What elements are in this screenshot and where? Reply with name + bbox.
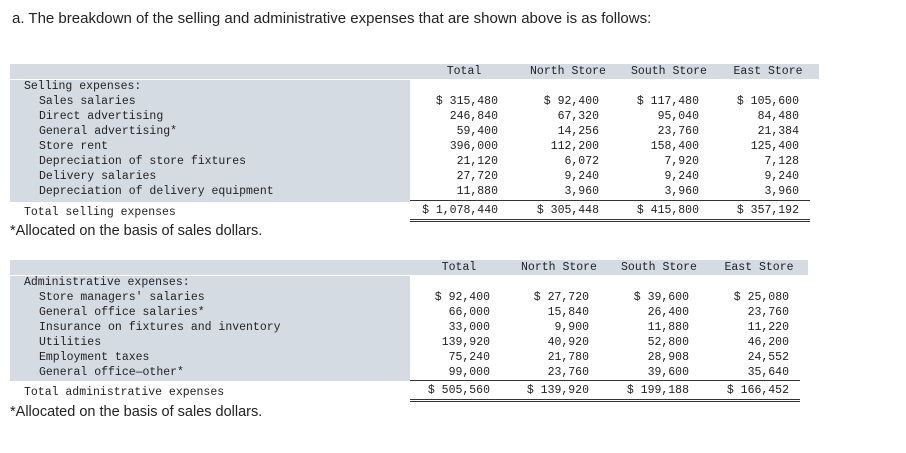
double-rule-bottom [410,221,810,222]
cell-east: $ 25,080 [733,291,789,304]
row-label: Store rent [39,140,109,153]
double-rule-top [410,219,810,220]
cell-east: 24,552 [747,351,789,364]
cell-total: 66,000 [448,306,490,319]
cell-east: 9,240 [764,170,799,183]
total-cell-east: $ 166,452 [726,384,789,397]
cell-total: $ 92,400 [434,291,490,304]
total-cell-south: $ 199,188 [626,384,689,397]
row-label: Employment taxes [39,351,150,364]
cell-north: 40,920 [547,336,589,349]
admin-footnote: *Allocated on the basis of sales dollars. [10,404,263,420]
cell-total: 139,920 [441,336,490,349]
cell-north: 23,760 [547,366,589,379]
total-cell-total: $ 1,078,440 [422,204,498,217]
intro-text: a. The breakdown of the selling and administrative expenses that are shown above is as follows: [12,10,652,27]
cell-total: $ 315,480 [435,95,498,108]
row-label: General office salaries* [39,306,205,319]
cell-north: 112,200 [550,140,599,153]
row-label: General advertising* [39,125,178,138]
row-label: Sales salaries [39,95,136,108]
cell-total: 75,240 [448,351,490,364]
cell-east: 21,384 [757,125,799,138]
cell-south: 95,040 [657,110,699,123]
col-header-total: Total [446,65,482,78]
cell-north: 15,840 [547,306,589,319]
cell-north: 3,960 [564,185,599,198]
section-title: Administrative expenses: [24,276,190,289]
selling-footnote: *Allocated on the basis of sales dollars. [10,223,263,239]
cell-north: 6,072 [564,155,599,168]
cell-south: 52,800 [647,336,689,349]
cell-total: 99,000 [448,366,490,379]
col-header-total: Total [441,261,477,274]
cell-total: 21,120 [456,155,498,168]
cell-south: 39,600 [647,366,689,379]
cell-south: 3,960 [664,185,699,198]
total-cell-north: $ 305,448 [536,204,599,217]
cell-north: 21,780 [547,351,589,364]
total-label: Total administrative expenses [24,386,225,399]
cell-south: 23,760 [657,125,699,138]
cell-total: 396,000 [449,140,498,153]
row-label: Delivery salaries [39,170,157,183]
cell-east: 125,400 [750,140,799,153]
col-header-south: South Store [621,261,697,274]
cell-total: 11,880 [456,185,498,198]
row-label: Store managers' salaries [39,291,205,304]
cell-east: 84,480 [757,110,799,123]
cell-north: 9,900 [554,321,589,334]
cell-south: 11,880 [647,321,689,334]
cell-south: 28,908 [647,351,689,364]
total-label: Total selling expenses [24,206,176,219]
cell-north: 14,256 [557,125,599,138]
row-label: Depreciation of store fixtures [39,155,247,168]
double-rule-top [410,399,800,400]
col-header-east: East Store [733,65,803,78]
total-cell-total: $ 505,560 [427,384,490,397]
cell-east: 46,200 [747,336,789,349]
cell-south: 26,400 [647,306,689,319]
cell-east: 7,128 [764,155,799,168]
total-cell-north: $ 139,920 [526,384,589,397]
cell-east: 11,220 [747,321,789,334]
double-rule-bottom [410,401,800,402]
cell-east: 35,640 [747,366,789,379]
cell-south: 9,240 [664,170,699,183]
cell-north: 67,320 [557,110,599,123]
cell-south: $ 117,480 [636,95,699,108]
col-header-east: East Store [724,261,794,274]
cell-total: 33,000 [448,321,490,334]
cell-south: 7,920 [664,155,699,168]
row-label: Utilities [39,336,102,349]
cell-east: 3,960 [764,185,799,198]
row-label: Direct advertising [39,110,164,123]
subtotal-rule [410,200,810,201]
cell-total: 59,400 [456,125,498,138]
row-label: General office—other* [39,366,184,379]
total-cell-south: $ 415,800 [636,204,699,217]
col-header-north: North Store [530,65,606,78]
col-header-north: North Store [521,261,597,274]
cell-north: $ 92,400 [543,95,599,108]
cell-east: $ 105,600 [736,95,799,108]
row-label: Insurance on fixtures and inventory [39,321,281,334]
subtotal-rule [410,380,800,381]
total-cell-east: $ 357,192 [736,204,799,217]
row-label: Depreciation of delivery equipment [39,185,274,198]
cell-south: $ 39,600 [633,291,689,304]
cell-north: $ 27,720 [533,291,589,304]
cell-east: 23,760 [747,306,789,319]
cell-south: 158,400 [650,140,699,153]
cell-total: 27,720 [456,170,498,183]
cell-north: 9,240 [564,170,599,183]
cell-total: 246,840 [449,110,498,123]
col-header-south: South Store [631,65,707,78]
section-title: Selling expenses: [24,80,142,93]
